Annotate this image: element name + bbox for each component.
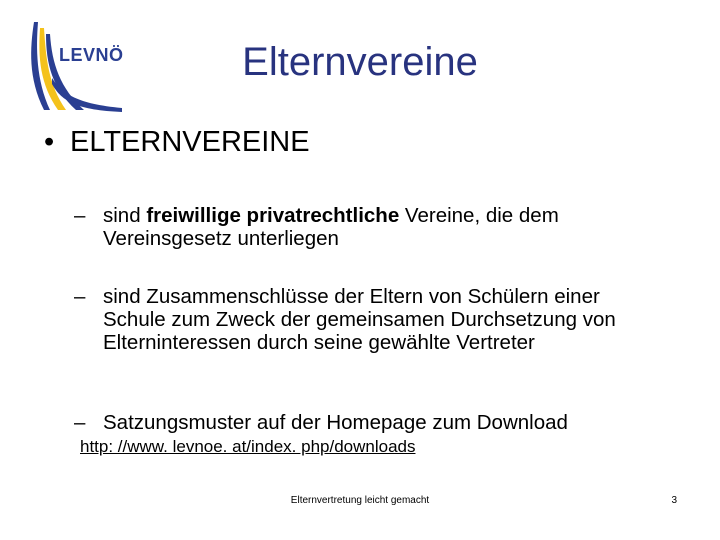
page-number: 3: [671, 495, 677, 506]
dash-mark: –: [74, 285, 86, 308]
sub-bullet-1-text: [103, 204, 663, 250]
main-bullet-text: ELTERNVEREINE: [70, 126, 310, 158]
bullet-mark: •: [44, 126, 55, 158]
sub-bullet-3-text: Satzungsmuster auf der Homepage zum Download: [103, 411, 568, 434]
main-bullet: [44, 125, 310, 159]
slide-title: [0, 40, 720, 85]
sub-bullet-2-text: sind Zusammenschlüsse der Eltern von Schülern einer Schule zum Zweck der gemeinsamen Durchsetzung von Elterninteressen durch seine gewählte Vertreter: [103, 285, 616, 354]
sub-bullet-2: [74, 285, 643, 354]
dash-mark: –: [74, 411, 86, 434]
sub-bullet-3: [74, 411, 663, 434]
sub-bullet-1-post: Vereine, die dem Vereinsgesetz unterliegen: [103, 204, 559, 250]
sub-bullet-1-bold: freiwillige privatrechtliche: [146, 204, 400, 227]
sub-bullet-1: [74, 204, 663, 250]
dash-mark: –: [74, 204, 86, 227]
downloads-link[interactable]: http: //www. levnoe. at/index. php/downloads: [80, 437, 416, 456]
logo-text: LEVNÖ: [59, 45, 124, 65]
footer-text: Elternvertretung leicht gemacht: [290, 495, 430, 506]
slide-title-text: Elternvereine: [242, 40, 478, 84]
sub-bullet-1-pre: sind: [103, 204, 147, 227]
